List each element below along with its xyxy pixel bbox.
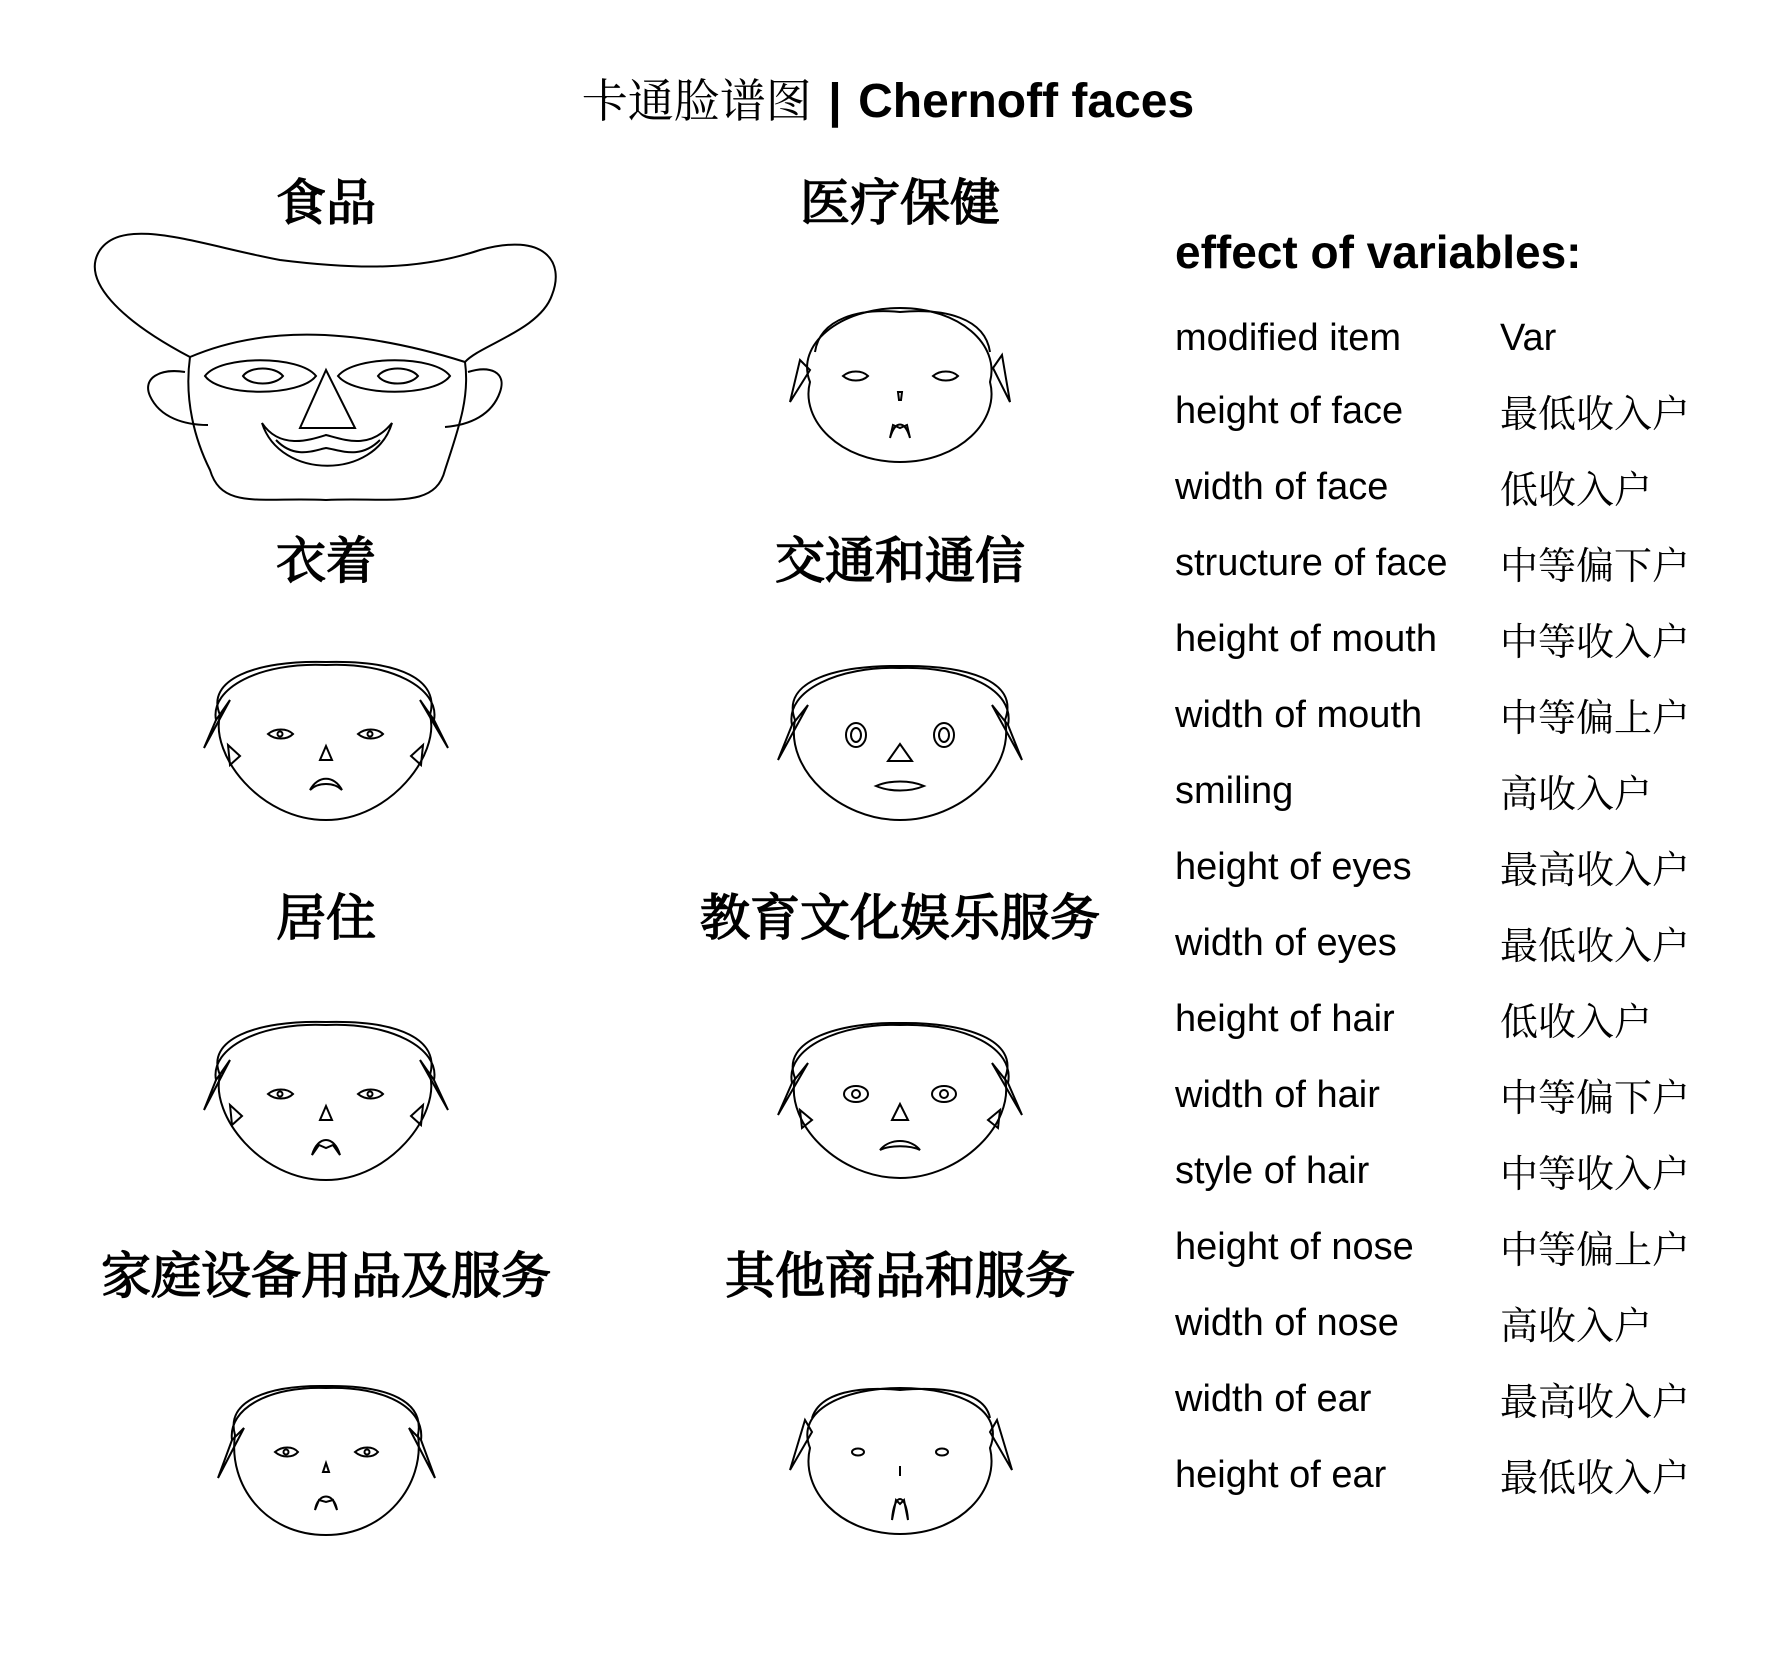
legend-item-label: height of hair	[1175, 998, 1395, 1040]
face-label-household: 家庭设备用品及服务	[101, 1246, 551, 1305]
face-label-housing: 居住	[276, 888, 376, 947]
title-en: Chernoff faces	[858, 75, 1195, 128]
legend-item-label: height of nose	[1175, 1226, 1414, 1268]
legend-item-var: 最高收入户	[1500, 1380, 1691, 1424]
legend-item-var: 低收入户	[1500, 468, 1653, 512]
legend-item-var: 最低收入户	[1500, 1456, 1691, 1500]
legend-item-var: 中等偏下户	[1500, 1076, 1691, 1120]
legend-item-var: 中等收入户	[1500, 1152, 1691, 1196]
face-housing	[204, 1022, 448, 1180]
legend-item-label: height of eyes	[1175, 846, 1412, 888]
legend-item-label: width of ear	[1175, 1378, 1372, 1420]
face-label-clothing: 衣着	[276, 531, 376, 590]
legend-item-label: style of hair	[1175, 1150, 1370, 1192]
legend-item-label: smiling	[1175, 770, 1294, 812]
legend-item-var: 低收入户	[1500, 1000, 1653, 1044]
face-label-education: 教育文化娱乐服务	[700, 888, 1100, 947]
legend-item-label: height of face	[1175, 390, 1404, 432]
legend-item-label: width of mouth	[1175, 694, 1423, 736]
face-healthcare	[790, 308, 1010, 462]
face-transport	[778, 666, 1022, 820]
face-label-other: 其他商品和服务	[725, 1246, 1075, 1305]
legend-item-var: 最高收入户	[1500, 848, 1691, 892]
legend-item-label: height of mouth	[1175, 618, 1437, 660]
legend-item-var: 高收入户	[1500, 1304, 1653, 1348]
legend-item-var: 中等偏下户	[1500, 544, 1691, 588]
face-education	[778, 1023, 1022, 1178]
face-household	[218, 1386, 435, 1535]
legend-item-label: structure of face	[1175, 542, 1448, 584]
face-clothing	[204, 662, 448, 820]
legend-item-label: width of face	[1175, 466, 1389, 508]
title-separator: |	[828, 75, 842, 128]
face-label-transport: 交通和通信	[775, 531, 1025, 590]
legend-item-label: height of ear	[1175, 1454, 1387, 1496]
legend	[1174, 226, 1690, 1500]
face-other	[790, 1388, 1012, 1534]
legend-title: effect of variables:	[1175, 226, 1582, 278]
legend-rows	[1174, 390, 1690, 1500]
legend-item-label: width of nose	[1175, 1302, 1399, 1344]
legend-item-var: 最低收入户	[1500, 924, 1691, 968]
face-label-healthcare: 医疗保健	[800, 173, 1000, 232]
legend-header-var: Var	[1500, 317, 1557, 359]
legend-header-item: modified item	[1175, 317, 1401, 359]
legend-item-label: width of eyes	[1175, 922, 1397, 964]
face-food	[95, 234, 556, 500]
face-label-food: 食品	[276, 173, 376, 232]
chart-title	[582, 74, 1194, 128]
legend-item-label: width of hair	[1175, 1074, 1380, 1116]
legend-item-var: 中等偏上户	[1500, 1228, 1691, 1272]
title-cn: 卡通脸谱图	[581, 74, 812, 128]
legend-item-var: 中等收入户	[1500, 620, 1691, 664]
legend-item-var: 最低收入户	[1500, 392, 1691, 436]
legend-item-var: 高收入户	[1500, 772, 1653, 816]
legend-item-var: 中等偏上户	[1500, 696, 1691, 740]
